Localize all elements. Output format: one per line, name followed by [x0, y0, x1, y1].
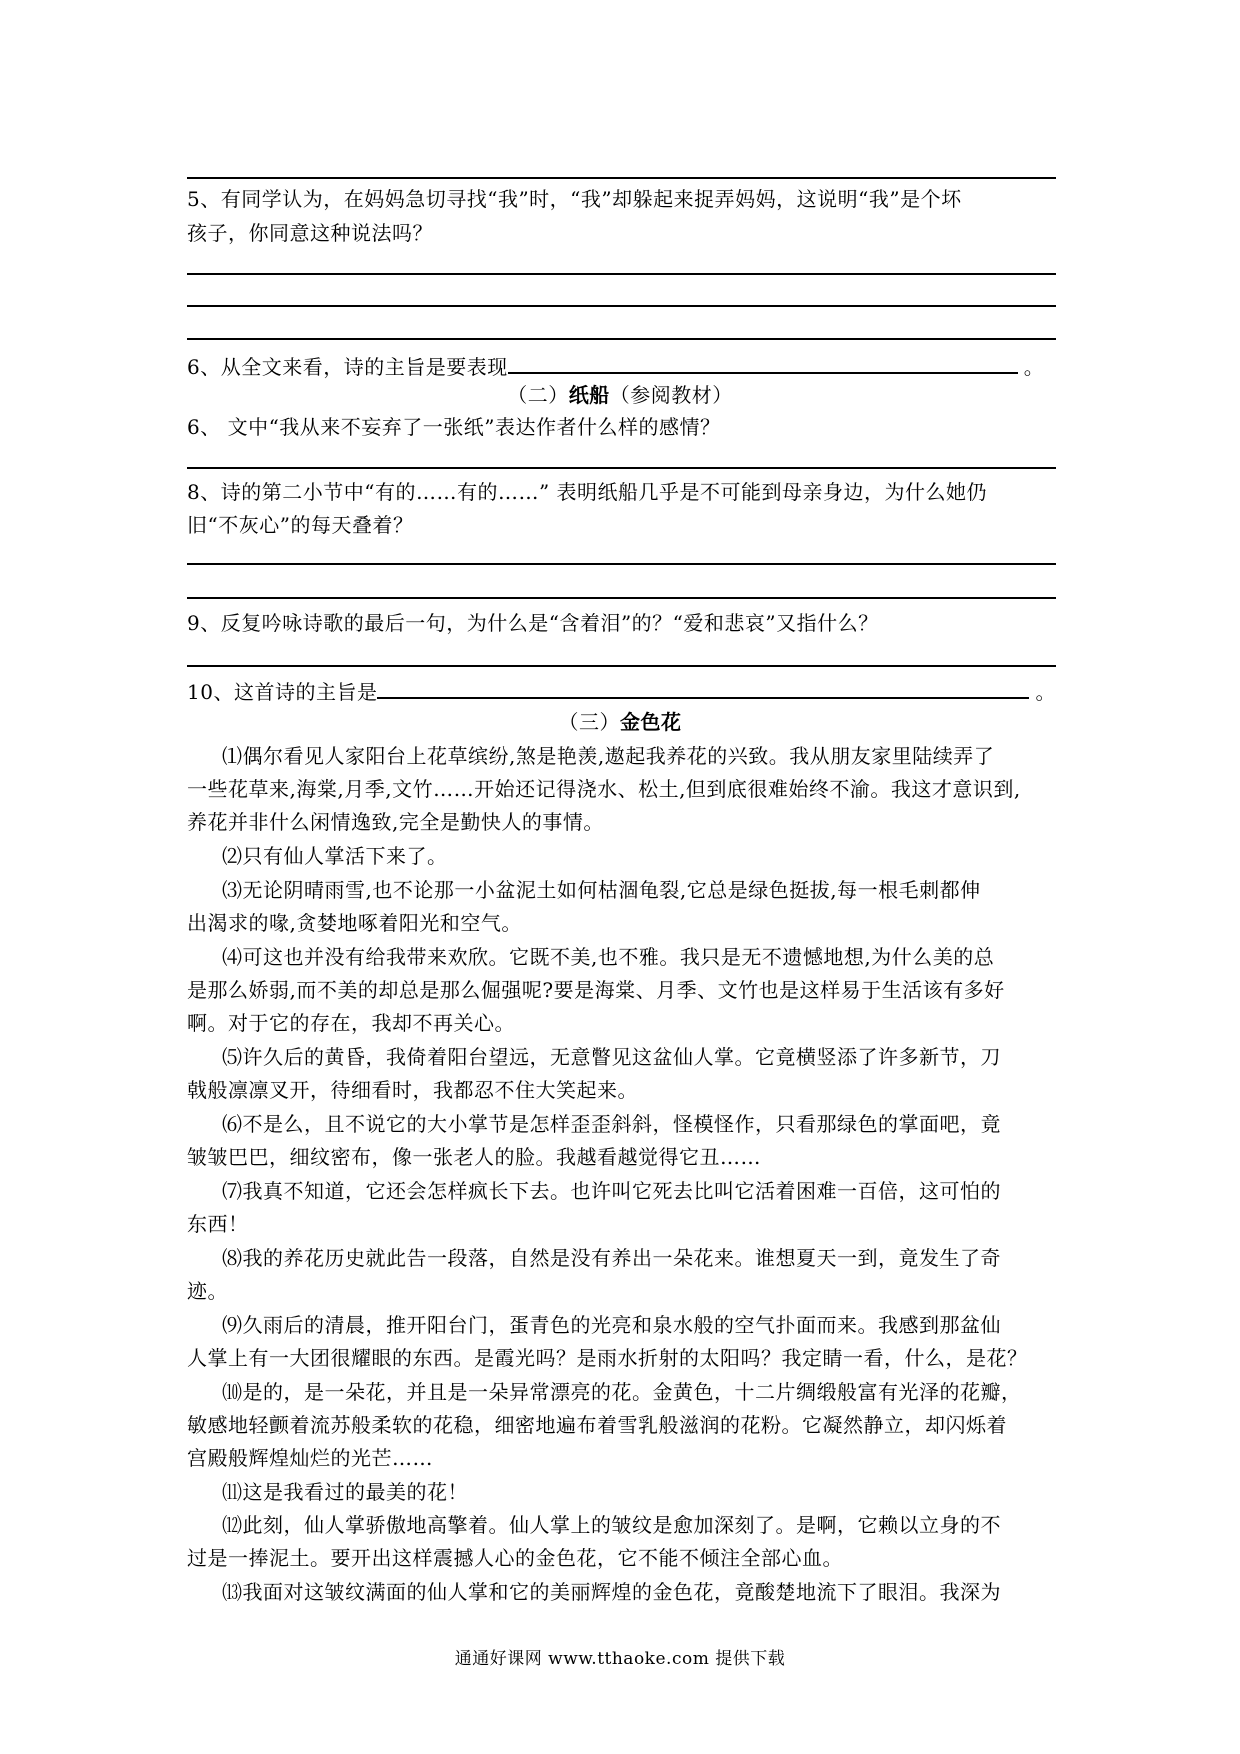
- answer-line: [187, 665, 1056, 667]
- passage-line: 迹。: [187, 1279, 228, 1303]
- section-3-title: 金色花: [620, 710, 682, 734]
- answer-line: [187, 305, 1056, 307]
- fill-blank-line[interactable]: [508, 350, 1018, 374]
- passage-line: ⑹不是么，且不说它的大小掌节是怎样歪歪斜斜，怪模怪作，只看那绿色的掌面吧，竟: [222, 1112, 1001, 1136]
- passage-line: 养花并非什么闲情逸致,完全是勤快人的事情。: [187, 810, 604, 834]
- question-6b: 6、 文中“我从来不妄弃了一张纸”表达作者什么样的感情？: [187, 415, 721, 439]
- passage-line: ⑾这是我看过的最美的花！: [222, 1480, 468, 1504]
- passage-line: 一些花草来,海棠,月季,文竹……开始还记得浇水、松土,但到底很难始终不渝。我这才意识到,: [187, 777, 1021, 801]
- passage-line: 敏感地轻颤着流苏般柔软的花稳，细密地遍布着雪乳般滋润的花粉。它凝然静立，却闪烁着: [187, 1413, 1007, 1437]
- passage-line: ⒀我面对这皱纹满面的仙人掌和它的美丽辉煌的金色花，竟酸楚地流下了眼泪。我深为: [222, 1580, 1001, 1604]
- passage-line: 人掌上有一大团很耀眼的东西。是霞光吗？是雨水折射的太阳吗？我定睛一看，什么，是花？: [187, 1346, 1028, 1370]
- section-2-suffix: （参阅教材）: [609, 383, 733, 407]
- passage-line: 过是一捧泥土。要开出这样震撼人心的金色花，它不能不倾注全部心血。: [187, 1546, 843, 1570]
- question-5-line-2: 孩子，你同意这种说法吗？: [187, 221, 433, 245]
- question-6a-prefix: 6、从全文来看，诗的主旨是要表现: [187, 355, 508, 379]
- passage-line: ⑽是的，是一朵花，并且是一朵异常漂亮的花。金黄色，十二片绸缎般富有光泽的花瓣，: [222, 1380, 1022, 1404]
- passage-line: 戟般凛凛叉开，待细看时，我都忍不住大笑起来。: [187, 1078, 638, 1102]
- question-6a-suffix: 。: [1023, 355, 1045, 379]
- question-5-line-1: 5、有同学认为，在妈妈急切寻找“我”时，“我”却躲起来捉弄妈妈，这说明“我”是个坏: [187, 187, 962, 211]
- passage-line: ⑵只有仙人掌活下来了。: [222, 844, 448, 868]
- question-8-line-1: 8、诗的第二小节中“有的……有的……” 表明纸船几乎是不可能到母亲身边，为什么她仍: [187, 480, 988, 504]
- passage-line: ⑶无论阴晴雨雪,也不论那一小盆泥土如何枯涸龟裂,它总是绿色挺拔,每一根毛刺都伸: [222, 878, 981, 902]
- passage-line: 出渴求的喙,贪婪地啄着阳光和空气。: [187, 911, 522, 935]
- answer-line: [187, 338, 1056, 340]
- question-10: [187, 675, 1067, 706]
- section-3-heading: [0, 708, 1240, 736]
- passage-line: 啊。对于它的存在，我却不再关心。: [187, 1011, 515, 1035]
- answer-line: [187, 467, 1056, 469]
- passage-line: 皱皱巴巴，细纹密布，像一张老人的脸。我越看越觉得它丑……: [187, 1145, 761, 1169]
- answer-line: [187, 273, 1056, 275]
- question-10-suffix: 。: [1035, 680, 1056, 704]
- section-2-title: 纸船: [568, 383, 610, 407]
- section-2-heading: [0, 381, 1240, 409]
- answer-line: [187, 597, 1056, 599]
- passage-line: ⑸许久后的黄昏，我倚着阳台望远，无意瞥见这盆仙人掌。它竟横竖添了许多新节，刀: [222, 1045, 1001, 1069]
- passage-line: ⑿此刻，仙人掌骄傲地高擎着。仙人掌上的皱纹是愈加深刻了。是啊，它赖以立身的不: [222, 1513, 1001, 1537]
- passage-line: 宫殿般辉煌灿烂的光芒……: [187, 1446, 433, 1470]
- question-9: 9、反复吟咏诗歌的最后一句，为什么是“含着泪”的？“爱和悲哀”又指什么？: [187, 611, 879, 635]
- question-8-line-2: 旧“不灰心”的每天叠着？: [187, 513, 414, 537]
- passage-line: ⑺我真不知道，它还会怎样疯长下去。也许叫它死去比叫它活着困难一百倍，这可怕的: [222, 1179, 1001, 1203]
- passage-line: ⑼久雨后的清晨，推开阳台门，蛋青色的光亮和泉水般的空气扑面而来。我感到那盆仙: [222, 1313, 1001, 1337]
- fill-blank-line[interactable]: [377, 675, 1029, 699]
- answer-line: [187, 563, 1056, 565]
- passage-line: ⑴偶尔看见人家阳台上花草缤纷,煞是艳羡,遨起我养花的兴致。我从朋友家里陆续弄了: [222, 744, 995, 768]
- passage-line: ⑻我的养花历史就此告一段落，自然是没有养出一朵花来。谁想夏天一到，竟发生了奇: [222, 1246, 1001, 1270]
- question-10-prefix: 10、这首诗的主旨是: [187, 680, 378, 704]
- passage-line: 东西！: [187, 1212, 249, 1236]
- question-6a: [187, 350, 1067, 381]
- section-2-prefix: （二）: [507, 383, 569, 407]
- passage-line: 是那么娇弱,而不美的却总是那么倔强呢?要是海棠、月季、文竹也是这样易于生活该有多好: [187, 978, 1005, 1002]
- answer-line: [187, 177, 1056, 179]
- section-3-prefix: （三）: [558, 710, 620, 734]
- passage-line: ⑷可这也并没有给我带来欢欣。它既不美,也不雅。我只是无不遗憾地想,为什么美的总: [222, 945, 995, 969]
- page-footer: 通通好课网 www.tthaoke.com 提供下载: [454, 1649, 786, 1669]
